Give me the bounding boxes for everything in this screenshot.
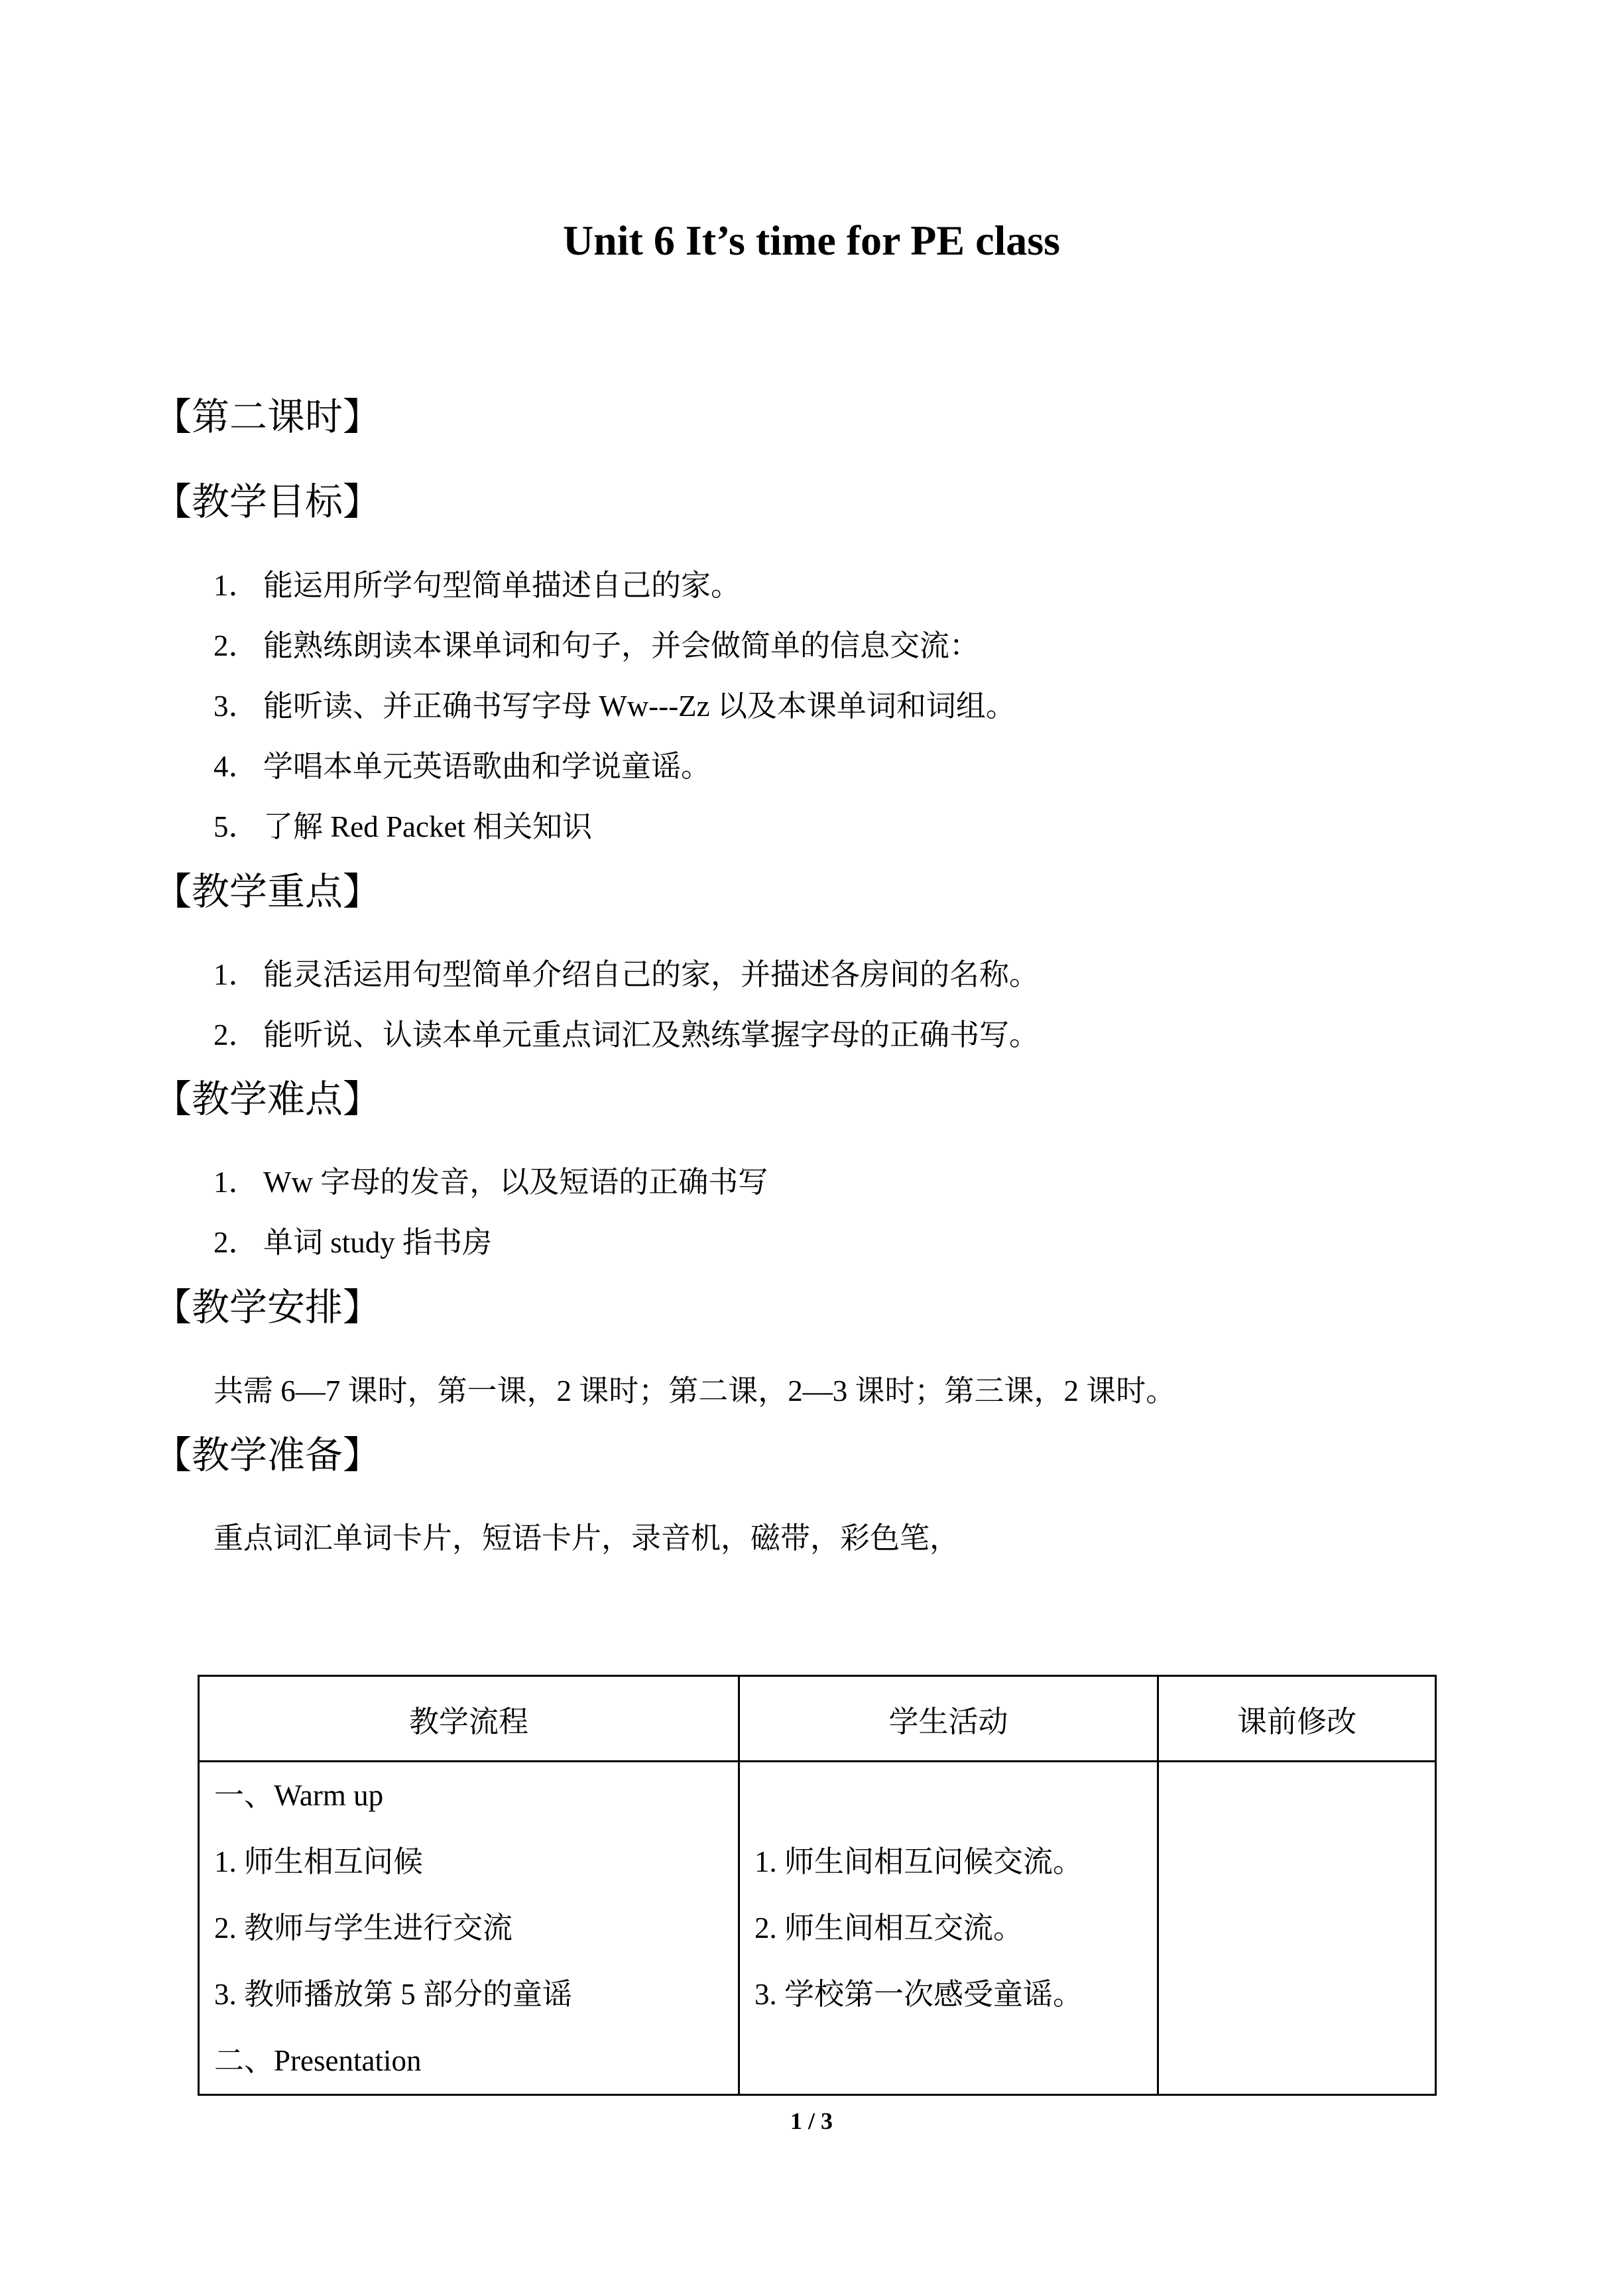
objective-item — [213, 806, 592, 848]
item-text: 了解 Red Packet 相关知识 — [263, 810, 593, 843]
item-number: 1． — [213, 569, 259, 602]
column-header-revisions: 课前修改 — [1158, 1676, 1436, 1762]
table-row — [199, 1762, 1436, 2095]
item-text: Ww 字母的发音，以及短语的正确书写 — [263, 1166, 768, 1199]
item-number: 5． — [213, 810, 259, 843]
activity-line — [740, 2027, 1157, 2094]
item-number: 1． — [213, 958, 259, 991]
process-line: 2. 教师与学生进行交流 — [214, 1911, 513, 1945]
activities-cell — [739, 1762, 1158, 2095]
table-header-row — [199, 1676, 1436, 1762]
page-number: 1 / 3 — [790, 2108, 833, 2134]
lesson-plan-table — [198, 1675, 1437, 2096]
item-number: 3． — [213, 690, 259, 723]
column-header-process: 教学流程 — [199, 1676, 739, 1762]
item-text: 单词 study 指书房 — [263, 1226, 493, 1259]
item-text: 能运用所学句型简单描述自己的家。 — [263, 569, 741, 602]
item-text: 能熟练朗读本课单词和句子，并会做简单的信息交流： — [263, 629, 980, 662]
process-line: 1. 师生相互问候 — [214, 1845, 424, 1878]
activity-line — [740, 1762, 1157, 1829]
item-text: 能灵活运用句型简单介绍自己的家，并描述各房间的名称。 — [263, 958, 1040, 991]
key-point-item — [213, 953, 1039, 996]
heading-period: 【第二课时】 — [154, 396, 381, 438]
item-number: 4． — [213, 750, 259, 783]
item-text: 能听说、认读本单元重点词汇及熟练掌握字母的正确书写。 — [263, 1018, 1040, 1052]
process-line: 二、Presentation — [214, 2044, 422, 2077]
key-point-item — [213, 1014, 1039, 1056]
activity-line: 3. 学校第一次感受童谣。 — [754, 1978, 1083, 2011]
objective-item — [213, 745, 711, 788]
schedule-text: 共需 6—7 课时，第一课，2 课时；第二课，2—3 课时；第三课，2 课时。 — [213, 1374, 1176, 1408]
item-text: 能听读、并正确书写字母 Ww---Zz 以及本课单词和词组。 — [263, 690, 1016, 723]
item-number: 1． — [213, 1166, 259, 1199]
heading-objectives: 【教学目标】 — [154, 481, 381, 523]
column-header-activities: 学生活动 — [739, 1676, 1158, 1762]
item-text: 学唱本单元英语歌曲和学说童谣。 — [263, 750, 711, 783]
difficulty-item — [213, 1221, 492, 1264]
objective-item — [213, 625, 979, 667]
heading-schedule: 【教学安排】 — [154, 1287, 381, 1329]
heading-key-points: 【教学重点】 — [154, 871, 381, 913]
item-number: 2． — [213, 629, 259, 662]
activity-line: 1. 师生间相互问候交流。 — [754, 1845, 1083, 1878]
difficulty-item — [213, 1161, 768, 1203]
activity-line: 2. 师生间相互交流。 — [754, 1911, 1024, 1945]
item-number: 2． — [213, 1018, 259, 1052]
heading-difficulties: 【教学难点】 — [154, 1079, 381, 1120]
objective-item — [213, 564, 741, 607]
revisions-cell — [1158, 1762, 1436, 2095]
heading-preparation: 【教学准备】 — [154, 1435, 381, 1477]
process-line: 3. 教师播放第 5 部分的童谣 — [214, 1978, 573, 2011]
process-cell — [199, 1762, 739, 2095]
objective-item — [213, 685, 1016, 727]
page-title: Unit 6 It’s time for PE class — [562, 217, 1061, 264]
item-number: 2． — [213, 1226, 259, 1259]
process-line: 一、Warm up — [214, 1779, 384, 1812]
preparation-text: 重点词汇单词卡片，短语卡片，录音机，磁带，彩色笔， — [213, 1522, 960, 1555]
